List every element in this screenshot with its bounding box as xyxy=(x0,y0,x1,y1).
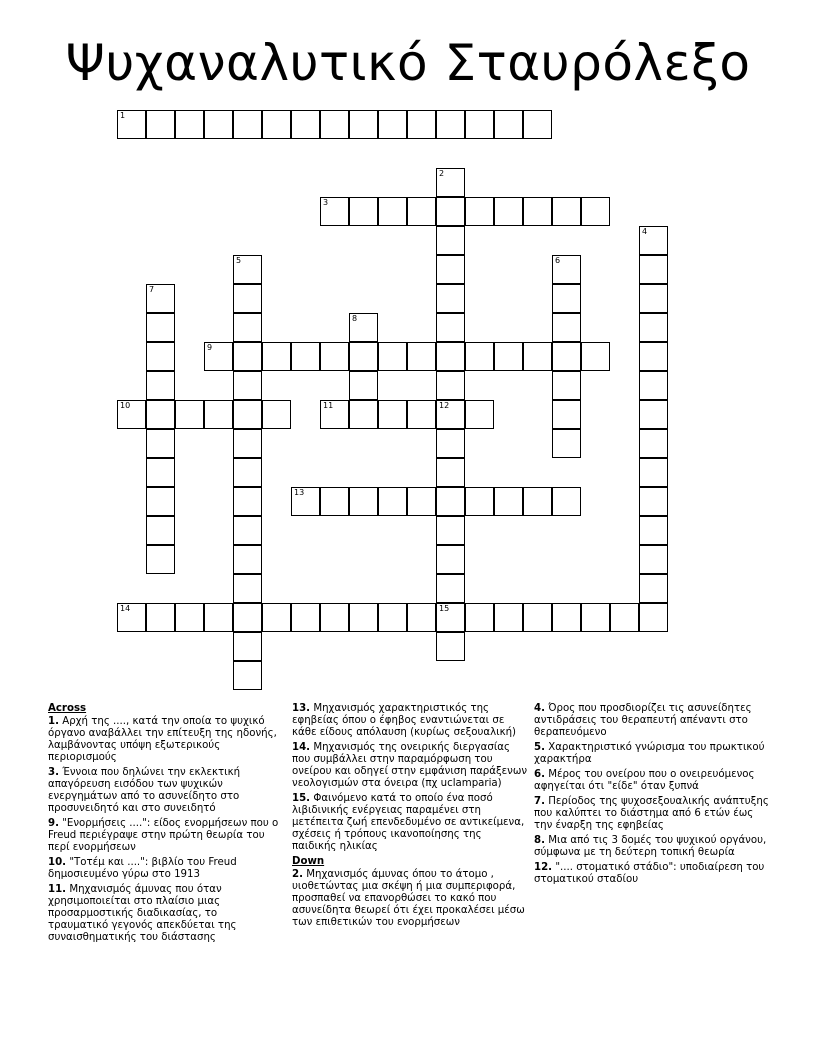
clue-across-14 xyxy=(292,742,528,790)
grid-cell[interactable] xyxy=(233,603,262,632)
grid-cell[interactable] xyxy=(639,487,668,516)
grid-cell[interactable] xyxy=(465,110,494,139)
grid-cell[interactable] xyxy=(146,371,175,400)
clue-text: Αρχή της ...., κατά την οποία το ψυχικό όργανο αναβάλλει την επίτευξη της ηδονής, λαμβάνοντας υπόψη εξωτερικούς περιορισμούς xyxy=(48,716,277,763)
grid-cell[interactable] xyxy=(233,516,262,545)
grid-cell[interactable] xyxy=(436,342,465,371)
clue-text: ".... στοματικό στάδιο": υποδιαίρεση του στοματικού σταδίου xyxy=(534,862,765,885)
grid-cell[interactable] xyxy=(494,342,523,371)
grid-cell[interactable] xyxy=(436,255,465,284)
grid-cell[interactable] xyxy=(262,603,291,632)
grid-cell[interactable] xyxy=(436,574,465,603)
grid-cell[interactable] xyxy=(378,400,407,429)
grid-cell[interactable] xyxy=(639,429,668,458)
clue-number: 8. xyxy=(534,835,545,846)
clue-text: Όρος που προσδιορίζει τις ασυνείδητες αντιδράσεις του θεραπευτή απέναντι στο θεραπευόμενο xyxy=(534,703,752,738)
grid-cell[interactable] xyxy=(233,110,262,139)
cell-number: 6 xyxy=(555,256,561,265)
clue-across-13 xyxy=(292,703,528,739)
grid-cell[interactable] xyxy=(639,226,668,255)
grid-cell[interactable] xyxy=(436,632,465,661)
grid-cell[interactable] xyxy=(146,313,175,342)
grid-cell[interactable] xyxy=(552,371,581,400)
grid-cell[interactable] xyxy=(349,400,378,429)
grid-cell[interactable] xyxy=(436,516,465,545)
clue-down-5 xyxy=(534,742,770,766)
grid-cell[interactable] xyxy=(262,110,291,139)
grid-cell[interactable] xyxy=(233,487,262,516)
grid-cell[interactable] xyxy=(494,197,523,226)
clue-text: Μια από τις 3 δομές του ψυχικού οργάνου, σύμφωνα με τη δεύτερη τοπική θεωρία xyxy=(534,835,767,858)
grid-cell[interactable] xyxy=(436,603,465,632)
grid-cell[interactable] xyxy=(233,632,262,661)
grid-cell[interactable] xyxy=(291,487,320,516)
grid-cell[interactable] xyxy=(146,487,175,516)
clue-number: 12. xyxy=(534,862,553,873)
grid-cell[interactable] xyxy=(436,458,465,487)
grid-cell[interactable] xyxy=(436,168,465,197)
clue-text: Έννοια που δηλώνει την εκλεκτική απαγόρευση εισόδου των ψυχικών ενεργημάτων από το ασυνείδητο στο προσυνειδητό και στο συνειδητό xyxy=(48,767,241,814)
cell-number: 1 xyxy=(120,111,126,120)
clues-column-2 xyxy=(292,703,528,932)
grid-cell[interactable] xyxy=(552,603,581,632)
grid-cell[interactable] xyxy=(639,603,668,632)
cell-number: 5 xyxy=(236,256,242,265)
clues-column-1 xyxy=(48,703,280,947)
grid-cell[interactable] xyxy=(175,110,204,139)
clue-down-12 xyxy=(534,862,770,886)
clue-number: 13. xyxy=(292,703,311,714)
grid-cell[interactable] xyxy=(233,545,262,574)
grid-cell[interactable] xyxy=(639,516,668,545)
across-heading: Across xyxy=(48,703,87,714)
grid-cell[interactable] xyxy=(407,603,436,632)
cell-number: 7 xyxy=(149,285,155,294)
grid-cell[interactable] xyxy=(552,197,581,226)
grid-cell[interactable] xyxy=(349,342,378,371)
grid-cell[interactable] xyxy=(349,487,378,516)
grid-cell[interactable] xyxy=(610,603,639,632)
grid-cell[interactable] xyxy=(117,603,146,632)
clue-text: "Τοτέμ και ....": βιβλίο του Freud δημοσιευμένο γύρω στο 1913 xyxy=(48,857,237,880)
clue-number: 3. xyxy=(48,767,59,778)
grid-cell[interactable] xyxy=(494,110,523,139)
cell-number: 3 xyxy=(323,198,329,207)
clue-number: 14. xyxy=(292,742,311,753)
page-title: Ψυχαναλυτικό Σταυρόλεξο xyxy=(65,34,751,92)
clue-text: "Ενορμήσεις ....": είδος ενορμήσεων που ο Freud περιέγραψε στην πρώτη θεωρία του περί ενορμήσεων xyxy=(48,818,279,853)
grid-cell[interactable] xyxy=(639,400,668,429)
clue-across-9 xyxy=(48,818,280,854)
clues-column-3 xyxy=(534,703,770,889)
grid-cell[interactable] xyxy=(320,197,349,226)
grid-cell[interactable] xyxy=(552,487,581,516)
grid-cell[interactable] xyxy=(262,342,291,371)
grid-cell[interactable] xyxy=(581,603,610,632)
down-heading: Down xyxy=(292,856,325,867)
grid-cell[interactable] xyxy=(204,110,233,139)
grid-cell[interactable] xyxy=(233,342,262,371)
grid-cell[interactable] xyxy=(233,661,262,690)
grid-cell[interactable] xyxy=(320,342,349,371)
grid-cell[interactable] xyxy=(233,429,262,458)
grid-cell[interactable] xyxy=(378,110,407,139)
clue-text: Μέρος του ονείρου που ο ονειρευόμενος αφηγείται ότι "είδε" όταν ξυπνά xyxy=(534,769,755,792)
grid-cell[interactable] xyxy=(465,400,494,429)
clue-across-15 xyxy=(292,793,528,853)
grid-cell[interactable] xyxy=(349,313,378,342)
grid-cell[interactable] xyxy=(407,487,436,516)
grid-cell[interactable] xyxy=(581,197,610,226)
grid-cell[interactable] xyxy=(494,487,523,516)
grid-cell[interactable] xyxy=(436,284,465,313)
grid-cell[interactable] xyxy=(291,110,320,139)
grid-cell[interactable] xyxy=(494,603,523,632)
grid-cell[interactable] xyxy=(523,487,552,516)
grid-cell[interactable] xyxy=(378,342,407,371)
cell-number: 12 xyxy=(439,401,450,410)
grid-cell[interactable] xyxy=(378,197,407,226)
grid-cell[interactable] xyxy=(523,603,552,632)
grid-cell[interactable] xyxy=(407,342,436,371)
clue-text: Περίοδος της ψυχοσεξουαλικής ανάπτυξης που καλύπτει το διάστημα από 6 ετών έως την έναρξη της εφηβείας xyxy=(534,796,769,831)
grid-cell[interactable] xyxy=(436,313,465,342)
grid-cell[interactable] xyxy=(407,110,436,139)
grid-cell[interactable] xyxy=(291,603,320,632)
grid-cell[interactable] xyxy=(639,342,668,371)
grid-cell[interactable] xyxy=(552,284,581,313)
clue-number: 5. xyxy=(534,742,545,753)
clue-number: 9. xyxy=(48,818,59,829)
grid-cell[interactable] xyxy=(146,516,175,545)
cell-number: 13 xyxy=(294,488,305,497)
grid-cell[interactable] xyxy=(204,342,233,371)
clue-down-4 xyxy=(534,703,770,739)
clue-number: 2. xyxy=(292,869,303,880)
clue-across-3 xyxy=(48,767,280,815)
grid-cell[interactable] xyxy=(436,197,465,226)
clue-down-2 xyxy=(292,869,528,929)
cell-number: 9 xyxy=(207,343,213,352)
cell-number: 15 xyxy=(439,604,450,613)
grid-cell[interactable] xyxy=(552,400,581,429)
clue-across-11 xyxy=(48,884,280,944)
clue-number: 6. xyxy=(534,769,545,780)
clue-across-1 xyxy=(48,716,280,764)
grid-cell[interactable] xyxy=(436,371,465,400)
cell-number: 4 xyxy=(642,227,648,236)
grid-cell[interactable] xyxy=(378,603,407,632)
grid-cell[interactable] xyxy=(291,342,320,371)
cell-number: 8 xyxy=(352,314,358,323)
grid-cell[interactable] xyxy=(204,603,233,632)
grid-cell[interactable] xyxy=(407,197,436,226)
grid-cell[interactable] xyxy=(581,342,610,371)
grid-cell[interactable] xyxy=(233,371,262,400)
grid-cell[interactable] xyxy=(175,603,204,632)
clue-number: 11. xyxy=(48,884,67,895)
clue-text: Μηχανισμός της ονειρικής διεργασίας που συμβάλλει στην παραμόρφωση του ονείρου και οδηγεί στην εμφάνιση παράξενων νεολογισμών στα όνειρα (πχ uclamparia) xyxy=(292,742,528,789)
grid-cell[interactable] xyxy=(552,313,581,342)
grid-cell[interactable] xyxy=(436,226,465,255)
grid-cell[interactable] xyxy=(465,487,494,516)
grid-cell[interactable] xyxy=(436,487,465,516)
grid-cell[interactable] xyxy=(349,603,378,632)
grid-cell[interactable] xyxy=(233,574,262,603)
grid-cell[interactable] xyxy=(233,458,262,487)
grid-cell[interactable] xyxy=(407,400,436,429)
cell-number: 14 xyxy=(120,604,131,613)
grid-cell[interactable] xyxy=(146,284,175,313)
clue-text: Φαινόμενο κατά το οποίο ένα ποσό λιβιδινικής ενέργειας παραμένει στη μετέπειτα ζωή επενδεδυμένο σε αντικείμενα, σχέσεις ή τρόπους ικανοποίησης της παιδικής ηλικίας xyxy=(292,793,525,852)
grid-cell[interactable] xyxy=(523,197,552,226)
clue-across-10 xyxy=(48,857,280,881)
clue-number: 10. xyxy=(48,857,67,868)
grid-cell[interactable] xyxy=(320,400,349,429)
grid-cell[interactable] xyxy=(204,400,233,429)
grid-cell[interactable] xyxy=(146,545,175,574)
grid-cell[interactable] xyxy=(378,487,407,516)
grid-cell[interactable] xyxy=(552,342,581,371)
grid-cell[interactable] xyxy=(117,110,146,139)
grid-cell[interactable] xyxy=(146,603,175,632)
grid-cell[interactable] xyxy=(146,342,175,371)
grid-cell[interactable] xyxy=(465,342,494,371)
clue-down-8 xyxy=(534,835,770,859)
grid-cell[interactable] xyxy=(146,400,175,429)
clue-text: Μηχανισμός χαρακτηριστικός της εφηβείας όπου ο έφηβος εναντιώνεται σε κάθε είδους απόλαυση (κυρίως σεξουαλική) xyxy=(292,703,517,738)
grid-cell[interactable] xyxy=(639,458,668,487)
clue-text: Μηχανισμός άμυνας που όταν χρησιμοποιείται στο πλαίσιο μιας προσαρμοστικής διαδικασίας, το τραυματικό γεγονός απεκδύεται της συναισθηματικής του διάστασης xyxy=(48,884,237,943)
grid-cell[interactable] xyxy=(523,342,552,371)
grid-cell[interactable] xyxy=(233,400,262,429)
clue-number: 15. xyxy=(292,793,311,804)
grid-cell[interactable] xyxy=(552,429,581,458)
grid-cell[interactable] xyxy=(436,545,465,574)
grid-cell[interactable] xyxy=(146,429,175,458)
grid-cell[interactable] xyxy=(465,197,494,226)
grid-cell[interactable] xyxy=(262,400,291,429)
grid-cell[interactable] xyxy=(436,110,465,139)
cell-number: 11 xyxy=(323,401,334,410)
grid-cell[interactable] xyxy=(523,110,552,139)
cell-number: 10 xyxy=(120,401,131,410)
grid-cell[interactable] xyxy=(146,458,175,487)
clue-text: Χαρακτηριστικό γνώρισμα του πρωκτικού χαρακτήρα xyxy=(534,742,765,765)
grid-cell[interactable] xyxy=(639,574,668,603)
clue-text: Μηχανισμός άμυνας όπου το άτομο , υιοθετώντας μια σκέψη ή μια συμπεριφορά, προσπαθεί να επανορθώσει το κακό που ασυνείδητα θεωρεί ότι έχει προκαλέσει μέσω των επιθετικών του ενορμήσεων xyxy=(292,869,525,928)
clue-number: 4. xyxy=(534,703,545,714)
grid-cell[interactable] xyxy=(639,313,668,342)
grid-cell[interactable] xyxy=(639,545,668,574)
grid-cell[interactable] xyxy=(465,603,494,632)
grid-cell[interactable] xyxy=(320,110,349,139)
grid-cell[interactable] xyxy=(552,255,581,284)
grid-cell[interactable] xyxy=(639,284,668,313)
grid-cell[interactable] xyxy=(233,313,262,342)
grid-cell[interactable] xyxy=(175,400,204,429)
clue-down-6 xyxy=(534,769,770,793)
grid-cell[interactable] xyxy=(639,371,668,400)
grid-cell[interactable] xyxy=(436,400,465,429)
grid-cell[interactable] xyxy=(117,400,146,429)
clue-number: 7. xyxy=(534,796,545,807)
grid-cell[interactable] xyxy=(320,487,349,516)
cell-number: 2 xyxy=(439,169,445,178)
grid-cell[interactable] xyxy=(349,371,378,400)
grid-cell[interactable] xyxy=(639,255,668,284)
grid-cell[interactable] xyxy=(146,110,175,139)
clue-down-7 xyxy=(534,796,770,832)
grid-cell[interactable] xyxy=(233,284,262,313)
clue-number: 1. xyxy=(48,716,59,727)
grid-cell[interactable] xyxy=(349,197,378,226)
grid-cell[interactable] xyxy=(320,603,349,632)
grid-cell[interactable] xyxy=(233,255,262,284)
grid-cell[interactable] xyxy=(349,110,378,139)
grid-cell[interactable] xyxy=(436,429,465,458)
